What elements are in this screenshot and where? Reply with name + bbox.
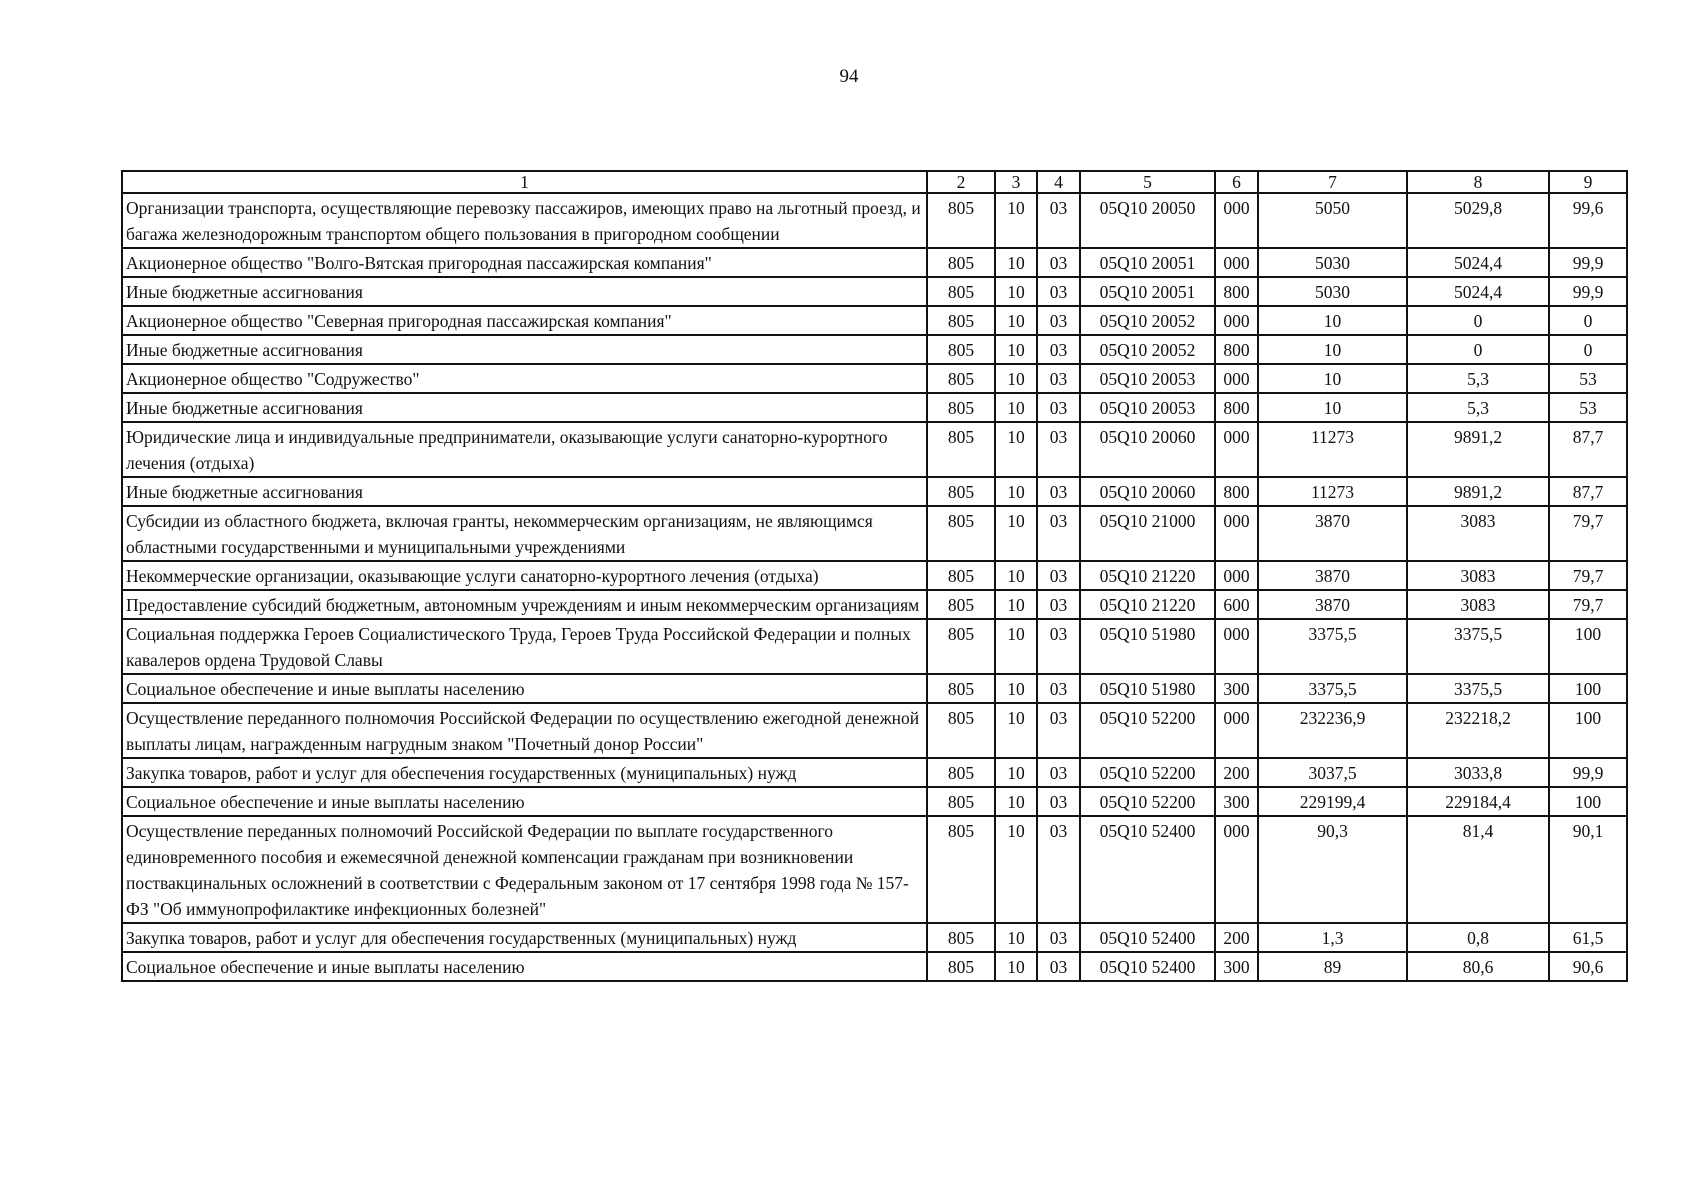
- value-col9: 99,9: [1549, 248, 1627, 277]
- value-col9: 87,7: [1549, 477, 1627, 506]
- code-target: 05Q10 52400: [1080, 923, 1215, 952]
- column-header: 5: [1080, 171, 1215, 193]
- row-name: Осуществление переданных полномочий Российской Федерации по выплате государственного единовременного пособия и ежемесячной денежной компенсации гражданам при возникновении поствакцинальных осложнений в соответствии с Федеральным законом от 17 сентября 1998 года № 157-ФЗ "Об иммунопрофилактике инфекционных болезней": [122, 816, 927, 923]
- code-admin: 805: [927, 816, 995, 923]
- value-col8: 5024,4: [1407, 248, 1549, 277]
- code-section: 10: [995, 619, 1037, 674]
- value-col8: 5,3: [1407, 364, 1549, 393]
- table-row: [122, 335, 1627, 364]
- code-subsection: 03: [1037, 952, 1080, 981]
- value-col8: 3083: [1407, 506, 1549, 561]
- code-section: 10: [995, 193, 1037, 248]
- code-admin: 805: [927, 590, 995, 619]
- value-col7: 3870: [1258, 590, 1407, 619]
- value-col9: 79,7: [1549, 506, 1627, 561]
- code-expense-type: 800: [1215, 277, 1258, 306]
- row-name: Социальное обеспечение и иные выплаты населению: [122, 787, 927, 816]
- column-header: 7: [1258, 171, 1407, 193]
- value-col7: 10: [1258, 335, 1407, 364]
- code-admin: 805: [927, 422, 995, 477]
- table-row: [122, 758, 1627, 787]
- budget-table: [121, 170, 1628, 982]
- code-expense-type: 600: [1215, 590, 1258, 619]
- value-col8: 5024,4: [1407, 277, 1549, 306]
- code-target: 05Q10 51980: [1080, 619, 1215, 674]
- code-target: 05Q10 20060: [1080, 477, 1215, 506]
- value-col8: 3375,5: [1407, 619, 1549, 674]
- code-expense-type: 000: [1215, 306, 1258, 335]
- code-section: 10: [995, 758, 1037, 787]
- code-subsection: 03: [1037, 248, 1080, 277]
- value-col9: 61,5: [1549, 923, 1627, 952]
- value-col8: 3083: [1407, 590, 1549, 619]
- code-subsection: 03: [1037, 477, 1080, 506]
- code-admin: 805: [927, 248, 995, 277]
- code-target: 05Q10 52400: [1080, 952, 1215, 981]
- code-expense-type: 000: [1215, 193, 1258, 248]
- value-col7: 10: [1258, 393, 1407, 422]
- code-subsection: 03: [1037, 787, 1080, 816]
- code-admin: 805: [927, 277, 995, 306]
- header-row: [122, 171, 1627, 193]
- code-expense-type: 200: [1215, 758, 1258, 787]
- code-section: 10: [995, 674, 1037, 703]
- value-col9: 99,9: [1549, 277, 1627, 306]
- row-name: Организации транспорта, осуществляющие перевозку пассажиров, имеющих право на льготный проезд, и багажа железнодорожным транспортом общего пользования в пригородном сообщении: [122, 193, 927, 248]
- code-subsection: 03: [1037, 306, 1080, 335]
- code-section: 10: [995, 248, 1037, 277]
- code-subsection: 03: [1037, 816, 1080, 923]
- value-col9: 79,7: [1549, 561, 1627, 590]
- value-col7: 229199,4: [1258, 787, 1407, 816]
- value-col8: 0,8: [1407, 923, 1549, 952]
- code-section: 10: [995, 816, 1037, 923]
- code-admin: 805: [927, 335, 995, 364]
- code-target: 05Q10 20051: [1080, 277, 1215, 306]
- code-admin: 805: [927, 674, 995, 703]
- value-col8: 229184,4: [1407, 787, 1549, 816]
- column-header: 1: [122, 171, 927, 193]
- value-col7: 3375,5: [1258, 619, 1407, 674]
- code-section: 10: [995, 787, 1037, 816]
- code-subsection: 03: [1037, 193, 1080, 248]
- code-subsection: 03: [1037, 506, 1080, 561]
- table-row: [122, 561, 1627, 590]
- code-target: 05Q10 21220: [1080, 590, 1215, 619]
- value-col7: 90,3: [1258, 816, 1407, 923]
- table-row: [122, 477, 1627, 506]
- row-name: Социальная поддержка Героев Социалистического Труда, Героев Труда Российской Федерации и полных кавалеров ордена Трудовой Славы: [122, 619, 927, 674]
- code-target: 05Q10 20060: [1080, 422, 1215, 477]
- value-col7: 5050: [1258, 193, 1407, 248]
- value-col7: 89: [1258, 952, 1407, 981]
- value-col7: 10: [1258, 364, 1407, 393]
- table-row: [122, 364, 1627, 393]
- code-expense-type: 000: [1215, 561, 1258, 590]
- code-target: 05Q10 20051: [1080, 248, 1215, 277]
- code-expense-type: 800: [1215, 477, 1258, 506]
- column-header: 4: [1037, 171, 1080, 193]
- row-name: Некоммерческие организации, оказывающие услуги санаторно-курортного лечения (отдыха): [122, 561, 927, 590]
- code-section: 10: [995, 393, 1037, 422]
- table-body: [122, 193, 1627, 981]
- code-target: 05Q10 21220: [1080, 561, 1215, 590]
- value-col7: 3870: [1258, 506, 1407, 561]
- value-col9: 53: [1549, 364, 1627, 393]
- code-subsection: 03: [1037, 422, 1080, 477]
- value-col9: 79,7: [1549, 590, 1627, 619]
- row-name: Юридические лица и индивидуальные предприниматели, оказывающие услуги санаторно-курортного лечения (отдыха): [122, 422, 927, 477]
- table-row: [122, 193, 1627, 248]
- code-subsection: 03: [1037, 561, 1080, 590]
- code-section: 10: [995, 952, 1037, 981]
- table-row: [122, 506, 1627, 561]
- code-admin: 805: [927, 703, 995, 758]
- code-admin: 805: [927, 393, 995, 422]
- value-col9: 87,7: [1549, 422, 1627, 477]
- code-section: 10: [995, 306, 1037, 335]
- value-col9: 90,1: [1549, 816, 1627, 923]
- column-header: 3: [995, 171, 1037, 193]
- value-col7: 3870: [1258, 561, 1407, 590]
- row-name: Социальное обеспечение и иные выплаты населению: [122, 674, 927, 703]
- value-col8: 0: [1407, 306, 1549, 335]
- code-target: 05Q10 52200: [1080, 758, 1215, 787]
- value-col7: 3375,5: [1258, 674, 1407, 703]
- value-col8: 232218,2: [1407, 703, 1549, 758]
- value-col8: 5,3: [1407, 393, 1549, 422]
- code-section: 10: [995, 335, 1037, 364]
- code-subsection: 03: [1037, 590, 1080, 619]
- code-target: 05Q10 20052: [1080, 335, 1215, 364]
- code-subsection: 03: [1037, 758, 1080, 787]
- code-target: 05Q10 52200: [1080, 787, 1215, 816]
- value-col8: 9891,2: [1407, 422, 1549, 477]
- value-col9: 53: [1549, 393, 1627, 422]
- code-subsection: 03: [1037, 619, 1080, 674]
- value-col8: 3033,8: [1407, 758, 1549, 787]
- code-admin: 805: [927, 787, 995, 816]
- code-expense-type: 800: [1215, 335, 1258, 364]
- code-subsection: 03: [1037, 277, 1080, 306]
- table-row: [122, 393, 1627, 422]
- table-row: [122, 422, 1627, 477]
- code-expense-type: 000: [1215, 506, 1258, 561]
- code-section: 10: [995, 506, 1037, 561]
- code-admin: 805: [927, 193, 995, 248]
- code-target: 05Q10 20052: [1080, 306, 1215, 335]
- code-admin: 805: [927, 306, 995, 335]
- column-header: 2: [927, 171, 995, 193]
- code-admin: 805: [927, 506, 995, 561]
- table-row: [122, 590, 1627, 619]
- column-header: 8: [1407, 171, 1549, 193]
- table-row: [122, 306, 1627, 335]
- value-col7: 5030: [1258, 277, 1407, 306]
- value-col9: 100: [1549, 703, 1627, 758]
- value-col9: 100: [1549, 619, 1627, 674]
- code-section: 10: [995, 703, 1037, 758]
- value-col9: 90,6: [1549, 952, 1627, 981]
- value-col8: 5029,8: [1407, 193, 1549, 248]
- code-section: 10: [995, 364, 1037, 393]
- code-expense-type: 000: [1215, 619, 1258, 674]
- code-admin: 805: [927, 952, 995, 981]
- code-target: 05Q10 20053: [1080, 393, 1215, 422]
- code-subsection: 03: [1037, 674, 1080, 703]
- row-name: Осуществление переданного полномочия Российской Федерации по осуществлению ежегодной денежной выплаты лицам, награжденным нагрудным знаком "Почетный донор России": [122, 703, 927, 758]
- table-row: [122, 248, 1627, 277]
- table-row: [122, 787, 1627, 816]
- row-name: Акционерное общество "Содружество": [122, 364, 927, 393]
- code-admin: 805: [927, 923, 995, 952]
- value-col7: 10: [1258, 306, 1407, 335]
- value-col9: 99,6: [1549, 193, 1627, 248]
- code-section: 10: [995, 277, 1037, 306]
- value-col8: 80,6: [1407, 952, 1549, 981]
- code-subsection: 03: [1037, 703, 1080, 758]
- table-row: [122, 923, 1627, 952]
- value-col9: 100: [1549, 674, 1627, 703]
- value-col8: 81,4: [1407, 816, 1549, 923]
- code-target: 05Q10 20053: [1080, 364, 1215, 393]
- value-col9: 99,9: [1549, 758, 1627, 787]
- table-row: [122, 277, 1627, 306]
- value-col7: 5030: [1258, 248, 1407, 277]
- code-expense-type: 200: [1215, 923, 1258, 952]
- value-col7: 232236,9: [1258, 703, 1407, 758]
- table-row: [122, 619, 1627, 674]
- code-subsection: 03: [1037, 335, 1080, 364]
- code-expense-type: 000: [1215, 364, 1258, 393]
- row-name: Закупка товаров, работ и услуг для обеспечения государственных (муниципальных) нужд: [122, 758, 927, 787]
- column-header: 6: [1215, 171, 1258, 193]
- code-target: 05Q10 52400: [1080, 816, 1215, 923]
- column-header: 9: [1549, 171, 1627, 193]
- code-section: 10: [995, 923, 1037, 952]
- code-admin: 805: [927, 561, 995, 590]
- row-name: Закупка товаров, работ и услуг для обеспечения государственных (муниципальных) нужд: [122, 923, 927, 952]
- row-name: Акционерное общество "Северная пригородная пассажирская компания": [122, 306, 927, 335]
- value-col8: 3083: [1407, 561, 1549, 590]
- row-name: Иные бюджетные ассигнования: [122, 277, 927, 306]
- row-name: Иные бюджетные ассигнования: [122, 335, 927, 364]
- code-expense-type: 300: [1215, 674, 1258, 703]
- value-col9: 0: [1549, 306, 1627, 335]
- code-expense-type: 000: [1215, 248, 1258, 277]
- row-name: Акционерное общество "Волго-Вятская пригородная пассажирская компания": [122, 248, 927, 277]
- row-name: Социальное обеспечение и иные выплаты населению: [122, 952, 927, 981]
- code-expense-type: 300: [1215, 787, 1258, 816]
- code-section: 10: [995, 477, 1037, 506]
- code-subsection: 03: [1037, 393, 1080, 422]
- code-subsection: 03: [1037, 923, 1080, 952]
- value-col7: 11273: [1258, 422, 1407, 477]
- code-admin: 805: [927, 758, 995, 787]
- code-admin: 805: [927, 477, 995, 506]
- code-expense-type: 000: [1215, 816, 1258, 923]
- code-admin: 805: [927, 364, 995, 393]
- row-name: Субсидии из областного бюджета, включая гранты, некоммерческим организациям, не являющимся областными государственными и муниципальными учреждениями: [122, 506, 927, 561]
- code-section: 10: [995, 590, 1037, 619]
- code-target: 05Q10 51980: [1080, 674, 1215, 703]
- code-target: 05Q10 52200: [1080, 703, 1215, 758]
- code-section: 10: [995, 422, 1037, 477]
- row-name: Иные бюджетные ассигнования: [122, 393, 927, 422]
- value-col8: 0: [1407, 335, 1549, 364]
- value-col7: 1,3: [1258, 923, 1407, 952]
- code-admin: 805: [927, 619, 995, 674]
- page-number: 94: [839, 66, 859, 87]
- code-expense-type: 800: [1215, 393, 1258, 422]
- row-name: Иные бюджетные ассигнования: [122, 477, 927, 506]
- table-row: [122, 674, 1627, 703]
- value-col8: 3375,5: [1407, 674, 1549, 703]
- code-target: 05Q10 20050: [1080, 193, 1215, 248]
- value-col8: 9891,2: [1407, 477, 1549, 506]
- value-col9: 0: [1549, 335, 1627, 364]
- table-row: [122, 952, 1627, 981]
- code-target: 05Q10 21000: [1080, 506, 1215, 561]
- code-section: 10: [995, 561, 1037, 590]
- code-expense-type: 000: [1215, 703, 1258, 758]
- value-col7: 3037,5: [1258, 758, 1407, 787]
- table-row: [122, 703, 1627, 758]
- code-expense-type: 000: [1215, 422, 1258, 477]
- code-subsection: 03: [1037, 364, 1080, 393]
- value-col7: 11273: [1258, 477, 1407, 506]
- row-name: Предоставление субсидий бюджетным, автономным учреждениям и иным некоммерческим организациям: [122, 590, 927, 619]
- table-row: [122, 816, 1627, 923]
- code-expense-type: 300: [1215, 952, 1258, 981]
- value-col9: 100: [1549, 787, 1627, 816]
